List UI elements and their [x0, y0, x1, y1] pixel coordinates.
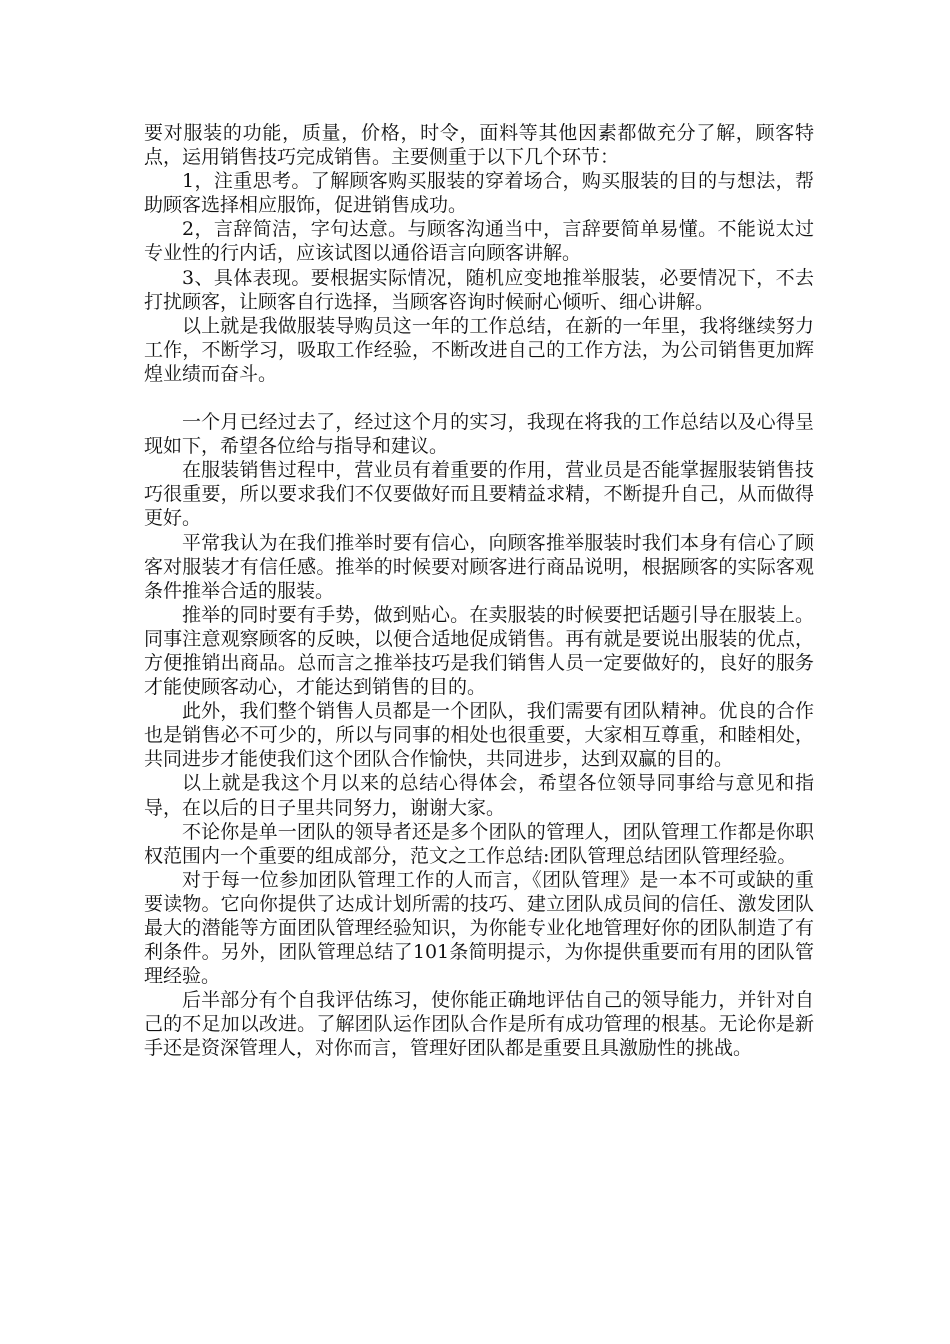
- paragraph: 此外，我们整个销售人员都是一个团队，我们需要有团队精神。优良的合作也是销售必不可少的，所以与同事的相处也很重要，大家相互尊重，和睦相处，共同进步才能使我们这个团队合作愉快，共同进步，达到双赢的目的。: [144, 700, 814, 771]
- paragraph: 1，注重思考。了解顾客购买服装的穿着场合，购买服装的目的与想法，帮助顾客选择相应服饰，促进销售成功。: [144, 170, 814, 217]
- paragraph: 要对服装的功能，质量，价格，时令，面料等其他因素都做充分了解，顾客特点，运用销售技巧完成销售。主要侧重于以下几个环节：: [144, 122, 814, 169]
- paragraph: 以上就是我做服装导购员这一年的工作总结，在新的一年里，我将继续努力工作，不断学习，吸取工作经验，不断改进自己的工作方法，为公司销售更加辉煌业绩而奋斗。: [144, 314, 814, 385]
- paragraph: 推举的同时要有手势，做到贴心。在卖服装的时候要把话题引导在服装上。同事注意观察顾客的反映，以便合适地促成销售。再有就是要说出服装的优点，方便推销出商品。总而言之推举技巧是我们销售人员一定要做好的，良好的服务才能使顾客动心，才能达到销售的目的。: [144, 603, 814, 699]
- paragraph: 2，言辞简洁，字句达意。与顾客沟通当中，言辞要简单易懂。不能说太过专业性的行内话，应该试图以通俗语言向顾客讲解。: [144, 218, 814, 265]
- paragraph: 以上就是我这个月以来的总结心得体会，希望各位领导同事给与意见和指导，在以后的日子里共同努力，谢谢大家。: [144, 772, 814, 819]
- paragraph: 平常我认为在我们推举时要有信心，向顾客推举服装时我们本身有信心了顾客对服装才有信任感。推举的时候要对顾客进行商品说明，根据顾客的实际客观条件推举合适的服装。: [144, 531, 814, 602]
- paragraph: 后半部分有个自我评估练习，使你能正确地评估自己的领导能力，并针对自己的不足加以改进。了解团队运作团队合作是所有成功管理的根基。无论你是新手还是资深管理人，对你而言，管理好团队都是重要且具激励性的挑战。: [144, 989, 814, 1060]
- paragraph-spacer: [144, 386, 814, 410]
- paragraph: 对于每一位参加团队管理工作的人而言，《团队管理》是一本不可或缺的重要读物。它向你提供了达成计划所需的技巧、建立团队成员间的信任、激发团队最大的潜能等方面团队管理经验知识，为你能专业化地管理好你的团队制造了有利条件。另外，团队管理总结了101条简明提示，为你提供重要而有用的团队管理经验。: [144, 868, 814, 988]
- paragraph: 不论你是单一团队的领导者还是多个团队的管理人，团队管理工作都是你职权范围内一个重要的组成部分，范文之工作总结:团队管理总结团队管理经验。: [144, 820, 814, 867]
- paragraph: 在服装销售过程中，营业员有着重要的作用，营业员是否能掌握服装销售技巧很重要，所以要求我们不仅要做好而且要精益求精，不断提升自己，从而做得更好。: [144, 459, 814, 530]
- paragraph: 3、具体表现。要根据实际情况，随机应变地推举服装，必要情况下，不去打扰顾客，让顾客自行选择，当顾客咨询时候耐心倾听、细心讲解。: [144, 266, 814, 313]
- document-body: [144, 121, 814, 1061]
- paragraph: 一个月已经过去了，经过这个月的实习，我现在将我的工作总结以及心得呈现如下，希望各位给与指导和建议。: [144, 411, 814, 458]
